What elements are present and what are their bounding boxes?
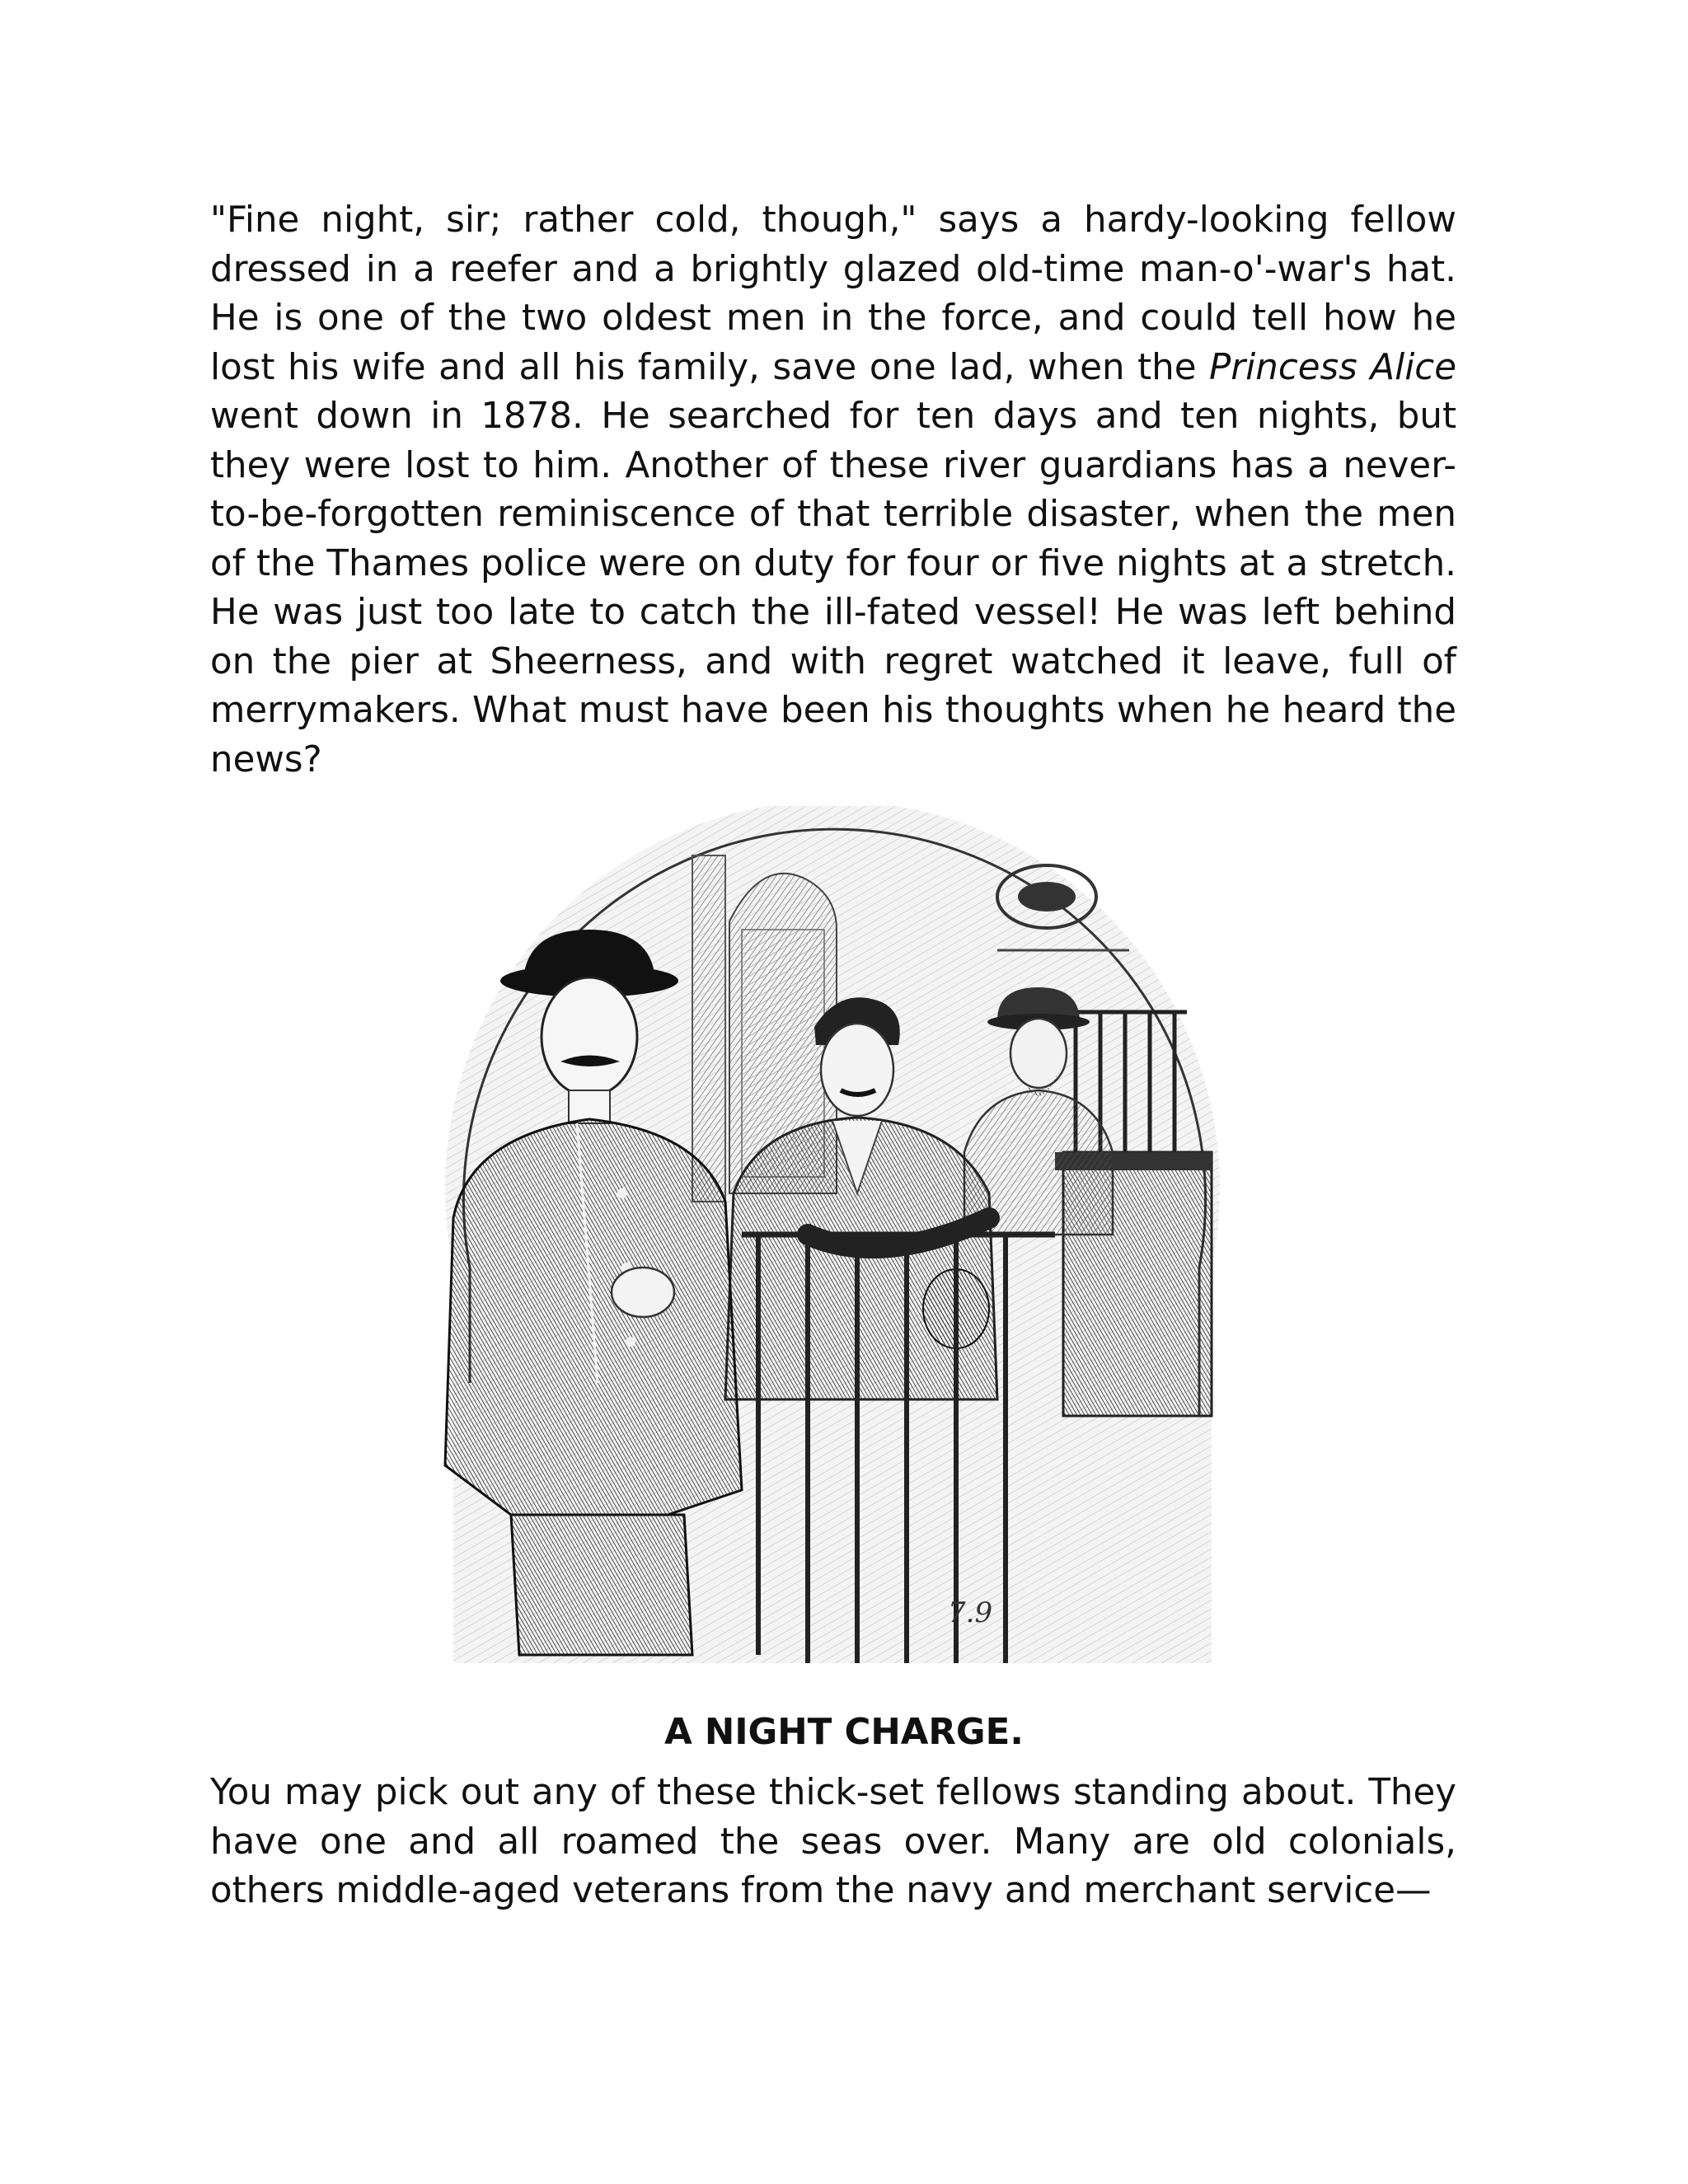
illustration-caption: A NIGHT CHARGE. <box>664 1712 1024 1753</box>
ship-name-italic: Princess Alice <box>1209 346 1456 388</box>
night-charge-illustration <box>420 806 1245 1696</box>
paragraph-1-text-end: went down in 1878. He searched for ten days and ten nights, but they were lost to him. Another of these river guardians has a never-to-be-forgotten reminiscence of that terrible disaster, when the men of the Thames police were on duty for four or five nights at a stretch. He was just too late to catch the ill-fated vessel! He was left behind on the pier at Sheerness, and with regret watched it leave, full of merrymakers. What must have been his thoughts when he heard the news? <box>210 396 1456 780</box>
paragraph-1-text-start: "Fine night, sir; rather cold, though," says a hardy-looking fellow dressed in a reefer and a brightly glazed old-time man-o'-war's hat. He is one of the two oldest men in the force, and could tell how he lost his wife and all his family, save one lad, when the <box>210 199 1456 388</box>
body-paragraph-1 <box>210 196 1456 785</box>
body-paragraph-2: You may pick out any of these thick-set fellows standing about. They have one and all roamed the seas over. Many are old colonials, others middle-aged veterans from the navy and merchant service— <box>210 1772 1456 1911</box>
artist-signature: 7.9 <box>948 1596 993 1629</box>
